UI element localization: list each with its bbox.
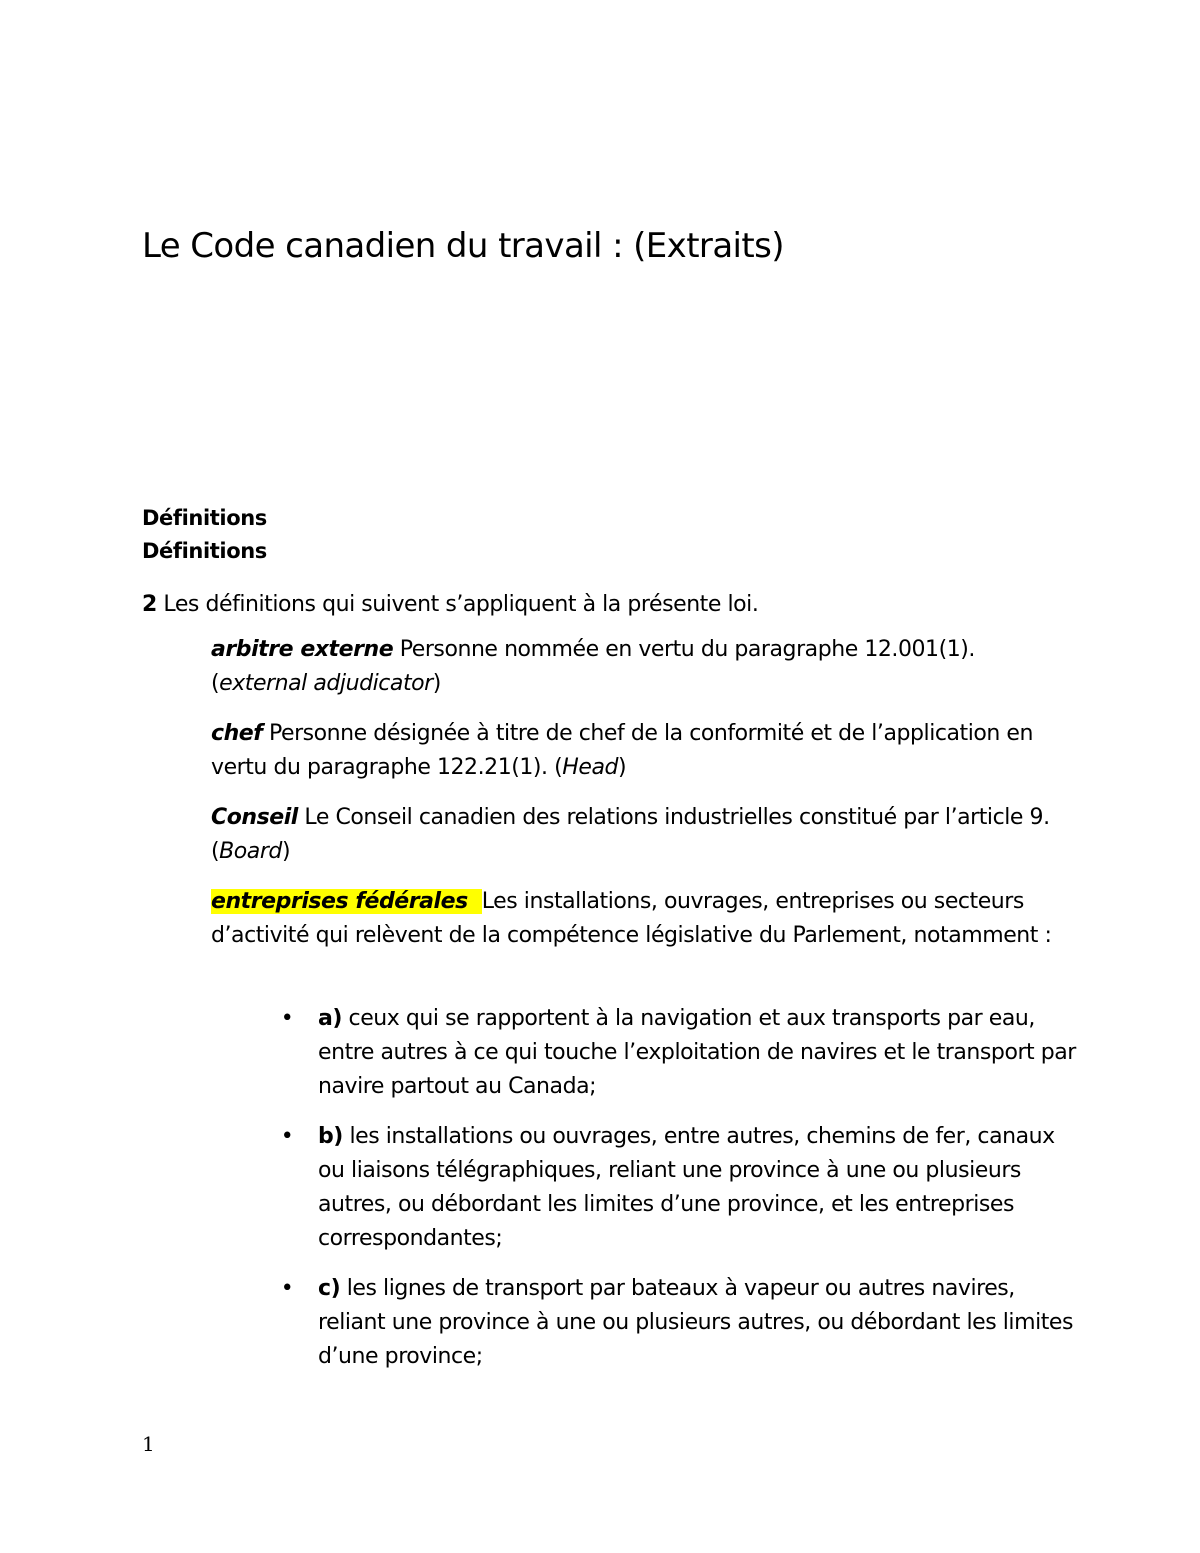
section-heading: Définitions <box>142 506 267 530</box>
list-item <box>280 1272 1080 1374</box>
section-heading-translation: Définitions <box>142 539 267 563</box>
definitions-intro <box>142 588 758 622</box>
page-number: 1 <box>142 1432 155 1456</box>
list-item-letter: a) <box>318 1006 343 1031</box>
federal-undertakings-list <box>280 1002 1080 1390</box>
definition-chef <box>211 717 1071 785</box>
highlighted-definition-term: entreprises fédérales <box>211 889 482 914</box>
definition-text: Personne désignée à titre de chef de la conformité et de l’application en vertu du paragraphe 122.21(1). ( <box>211 721 1033 780</box>
definitions-list <box>211 633 1071 969</box>
section-number: 2 <box>142 592 157 617</box>
definition-term: Conseil <box>211 805 298 830</box>
list-item <box>280 1002 1080 1104</box>
definition-text: Le Conseil canadien des relations industrielles constitué par l’article 9. ( <box>211 805 1050 864</box>
definition-conseil <box>211 801 1071 869</box>
definition-text-end: ) <box>432 671 441 696</box>
definition-arbitre-externe <box>211 633 1071 701</box>
document-title: Le Code canadien du travail : (Extraits) <box>142 226 784 266</box>
list-item <box>280 1120 1080 1256</box>
intro-text: Les définitions qui suivent s’appliquent à la présente loi. <box>156 592 759 617</box>
definition-english-term: Head <box>562 755 619 780</box>
definition-text: Personne nommée en vertu du paragraphe 12.001(1). ( <box>211 637 975 696</box>
definition-text: Les installations, ouvrages, entreprises ou secteurs d’activité qui relèvent de la compétence législative du Parlement, notamment : <box>211 889 1052 948</box>
definition-entreprises-federales <box>211 885 1071 953</box>
bullet-icon: • <box>280 1006 294 1031</box>
definition-text-end: ) <box>281 839 291 864</box>
list-item-letter: b) <box>318 1124 343 1149</box>
list-item-text: les installations ou ouvrages, entre autres, chemins de fer, canaux ou liaisons télégraphiques, reliant une province à une ou plusieurs autres, ou débordant les limites d’une province, et les entreprises correspondantes; <box>318 1124 1055 1251</box>
definition-term: arbitre externe <box>211 637 394 662</box>
definition-text-end: ) <box>618 755 627 780</box>
bullet-icon: • <box>280 1276 294 1301</box>
list-item-text: les lignes de transport par bateaux à vapeur ou autres navires, reliant une province à une ou plusieurs autres, ou débordant les limites d’une province; <box>318 1276 1074 1369</box>
definition-english-term: Board <box>219 839 282 864</box>
list-item-letter: c) <box>318 1276 341 1301</box>
bullet-icon: • <box>280 1124 294 1149</box>
definition-term: chef <box>211 721 263 746</box>
list-item-text: ceux qui se rapportent à la navigation et aux transports par eau, entre autres à ce qui touche l’exploitation de navires et le transport par navire partout au Canada; <box>318 1006 1076 1099</box>
definition-english-term: external adjudicator <box>219 671 433 696</box>
